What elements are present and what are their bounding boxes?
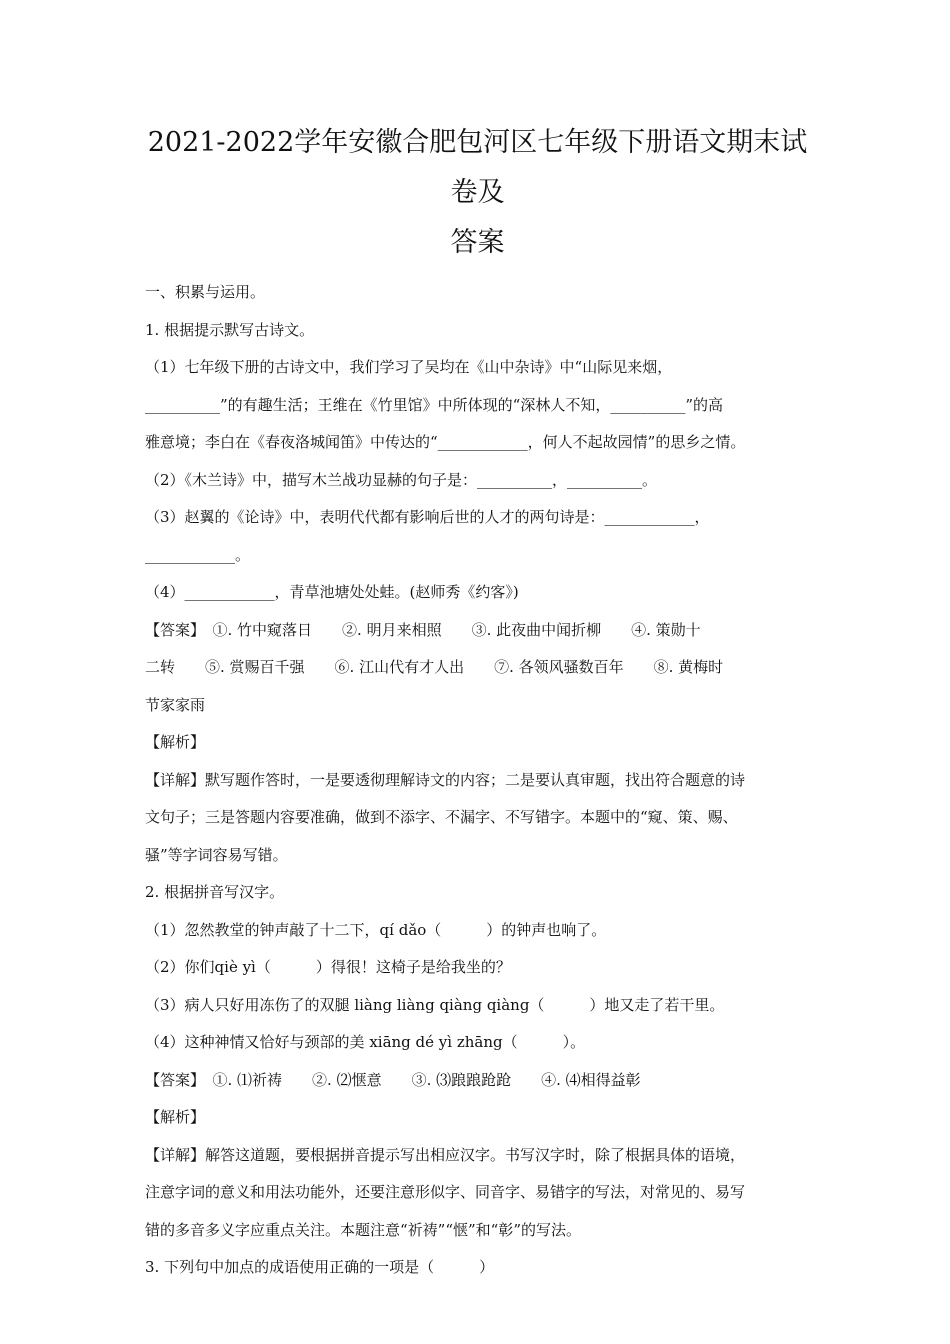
q2-part-2: （2）你们qiè yì（ ）得很！这椅子是给我坐的？ bbox=[145, 958, 511, 976]
q3-stem: 3. 下列句中加点的成语使用正确的一项是（ ） bbox=[145, 1258, 495, 1276]
question-3 bbox=[145, 1249, 810, 1287]
q1-answer-line-3: 节家家雨 bbox=[145, 695, 206, 714]
q1-part-1-end: 雅意境；李白在《春夜洛城闻笛》中传达的“____________，何人不起故园情”的思乡之情。 bbox=[145, 433, 746, 451]
q2-analysis-label: 【解析】 bbox=[145, 1108, 206, 1126]
q1-answer-line-2: 二转 ⑤. 赏赐百千强 ⑥. 江山代有才人出 ⑦. 各领风骚数百年 ⑧. 黄梅时 bbox=[145, 658, 724, 676]
q2-answer: 【答案】 ①. ⑴祈祷 ②. ⑵惬意 ③. ⑶踉踉跄跄 ④. ⑷相得益彰 bbox=[145, 1070, 641, 1089]
q2-part-3: （3）病人只好用冻伤了的双腿 liàng liàng qiàng qiàng（ ）地又走了若干里。 bbox=[145, 995, 725, 1014]
document-page bbox=[145, 118, 810, 1287]
q1-part-2: （2）《木兰诗》中，描写木兰战功显赫的句子是：__________，__________。 bbox=[145, 470, 658, 489]
q2-detail-line-3: 错的多音多义字应重点关注。本题注意“祈祷”“惬”和“彰”的写法。 bbox=[145, 1220, 582, 1239]
q1-part-1: （1）七年级下册的古诗文中，我们学习了吴均在《山中杂诗》中“山际见来烟， bbox=[145, 358, 673, 376]
q1-detail-line-1: 【详解】默写题作答时，一是要透彻理解诗文的内容；二是要认真审题，找出符合题意的诗 bbox=[145, 770, 746, 789]
q1-detail-line-2: 文句子；三是答题内容要准确，做到不添字、不漏字、不写错字。本题中的“窥、策、赐、 bbox=[145, 808, 738, 826]
q1-analysis-label: 【解析】 bbox=[145, 733, 206, 751]
q1-part-4: （4）____________，青草池塘处处蛙。(赵师秀《约客》) bbox=[145, 583, 519, 601]
q2-part-1: （1）忽然教堂的钟声敲了十二下，qí dǎo（ ）的钟声也响了。 bbox=[145, 920, 607, 939]
q2-detail-line-1: 【详解】解答这道题，要根据拼音提示写出相应汉字。书写汉字时，除了根据具体的语境， bbox=[145, 1145, 746, 1164]
q2-stem: 2. 根据拼音写汉字。 bbox=[145, 883, 285, 901]
title-line-1: 2021-2022学年安徽合肥包河区七年级下册语文期末试卷及 bbox=[147, 127, 808, 208]
q1-part-3: （3）赵翼的《论诗》中，表明代代都有影响后世的人才的两句诗是：____________， bbox=[145, 508, 710, 526]
q1-part-3-cont: ____________。 bbox=[145, 545, 251, 564]
q1-part-1-cont: __________”的有趣生活；王维在《竹里馆》中所体现的“深林人不知，__________”的高 bbox=[145, 395, 724, 414]
question-2 bbox=[145, 874, 810, 1249]
question-1 bbox=[145, 312, 810, 875]
q1-stem: 1. 根据提示默写古诗文。 bbox=[145, 320, 315, 339]
q1-answer-line-1: 【答案】 ①. 竹中窥落日 ②. 明月来相照 ③. 此夜曲中闻折柳 ④. 策勋十 bbox=[145, 620, 701, 639]
section-heading: 一、积累与运用。 bbox=[145, 283, 266, 301]
q2-detail-line-2: 注意字词的意义和用法功能外，还要注意形似字、同音字、易错字的写法，对常见的、易写 bbox=[145, 1183, 746, 1201]
q1-detail-line-3: 骚”等字词容易写错。 bbox=[145, 845, 288, 864]
document-title bbox=[145, 118, 810, 268]
title-line-2: 答案 bbox=[450, 227, 505, 258]
q2-part-4: （4）这种神情又恰好与颈部的美 xiāng dé yì zhāng（ ）。 bbox=[145, 1033, 586, 1051]
